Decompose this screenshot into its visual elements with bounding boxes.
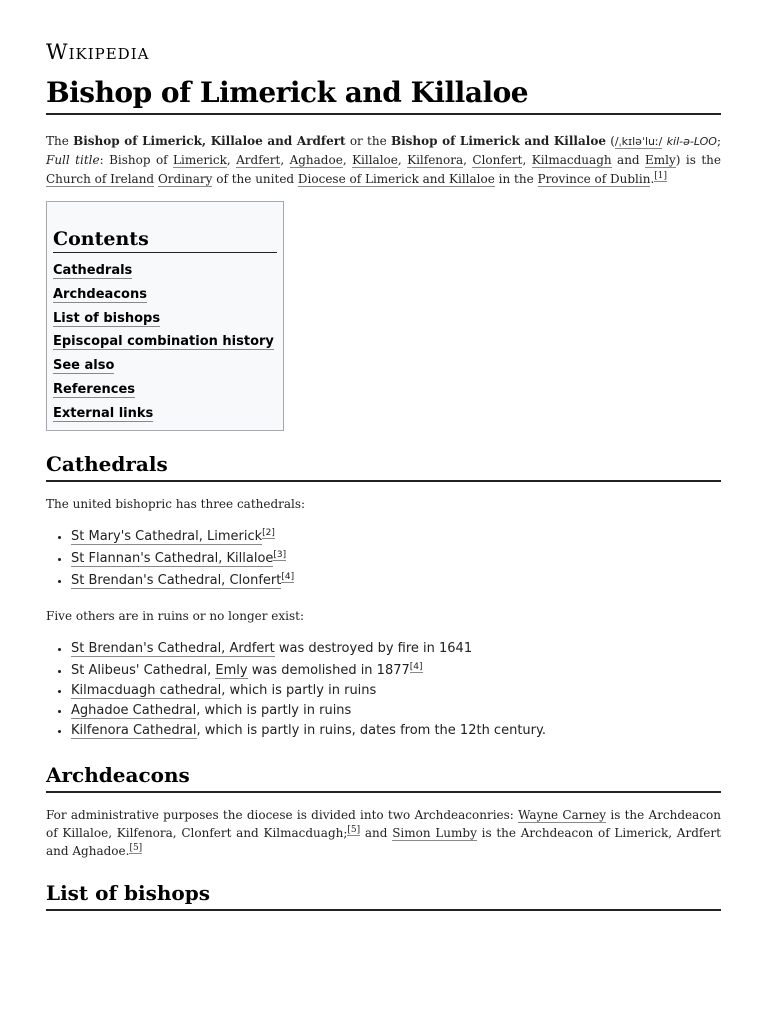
full-title-label: Full title — [46, 153, 100, 167]
lead-text: . — [650, 172, 655, 186]
clonfert-link[interactable]: Clonfert — [472, 153, 523, 167]
lead-text: , — [463, 153, 473, 167]
reference-link[interactable]: [2] — [262, 527, 275, 538]
list-text: was destroyed by fire in 1641 — [274, 641, 473, 656]
current-cathedrals-list — [56, 527, 731, 591]
ipa-pronunciation-link[interactable]: /ˌkɪləˈluː/ — [614, 135, 663, 148]
lead-text: in the — [494, 172, 538, 186]
province-of-dublin-link[interactable]: Province of Dublin — [537, 172, 651, 186]
lead-text: , — [226, 153, 237, 167]
cathedral-link[interactable]: Kilfenora Cathedral — [71, 723, 197, 738]
toc-item-label[interactable]: References — [53, 381, 136, 397]
table-of-contents — [46, 201, 284, 431]
toc-list — [53, 259, 277, 426]
cathedral-link[interactable]: St Flannan's Cathedral, Killaloe — [71, 551, 274, 566]
page-title: Bishop of Limerick and Killaloe — [46, 76, 721, 115]
toc-item-label[interactable]: List of bishops — [53, 310, 161, 326]
list-text: , which is partly in ruins — [221, 683, 377, 698]
lead-text: ) is the — [675, 153, 721, 167]
archdeacons-paragraph — [46, 806, 721, 860]
lead-text: of the united — [212, 172, 298, 186]
paragraph-text: is the Archdeacon of Killaloe, Kilfenora, Clonfert and Kilmacduagh; — [46, 808, 721, 840]
ordinary-link[interactable]: Ordinary — [157, 172, 213, 186]
list-item — [71, 549, 731, 569]
cathedral-link[interactable]: St Mary's Cathedral, Limerick — [71, 529, 263, 544]
toc-item-label[interactable]: See also — [53, 358, 115, 374]
toc-item-label[interactable]: Archdeacons — [53, 286, 147, 302]
list-text: , which is partly in ruins — [196, 703, 352, 718]
ardfert-link[interactable]: Ardfert — [236, 153, 281, 167]
aghadoe-link[interactable]: Aghadoe — [289, 153, 343, 167]
list-item — [71, 681, 731, 701]
toc-item-cathedrals[interactable] — [53, 259, 277, 283]
lead-text: , — [522, 153, 532, 167]
lead-bold-title: Bishop of Limerick, Killaloe and Ardfert — [73, 134, 346, 148]
ruins-intro: Five others are in ruins or no longer exist: — [46, 609, 305, 623]
section-heading-list-of-bishops: List of bishops — [46, 881, 721, 911]
toc-item-label[interactable]: External links — [53, 405, 154, 421]
diocese-link[interactable]: Diocese of Limerick and Killaloe — [297, 172, 495, 186]
ruined-cathedrals-list — [56, 639, 731, 741]
paragraph-text: For administrative purposes the diocese is divided into two Archdeaconries: — [46, 808, 519, 822]
wikipedia-wordmark[interactable]: Wikipedia — [46, 40, 150, 64]
toc-item-list-of-bishops[interactable] — [53, 307, 277, 331]
reference-link[interactable]: [3] — [273, 549, 287, 560]
section-heading-cathedrals: Cathedrals — [46, 452, 721, 482]
lead-text: or the — [345, 134, 391, 148]
toc-item-episcopal-combination-history[interactable] — [53, 330, 277, 354]
lead-bold-title: Bishop of Limerick and Killaloe — [390, 134, 606, 148]
toc-item-archdeacons[interactable] — [53, 283, 277, 307]
lead-paragraph — [46, 132, 721, 189]
list-item — [71, 661, 731, 681]
toc-item-label[interactable]: Cathedrals — [53, 263, 133, 278]
section-heading-archdeacons: Archdeacons — [46, 763, 721, 793]
cathedral-link[interactable]: Kilmacduagh cathedral — [71, 683, 222, 698]
cathedral-link[interactable]: Aghadoe Cathedral — [71, 703, 197, 718]
cathedral-link[interactable]: St Brendan's Cathedral, Ardfert — [71, 641, 275, 656]
paragraph-text: is the Archdeacon of Limerick, Ardfert and Aghadoe. — [46, 826, 721, 858]
lead-text: The — [46, 134, 74, 148]
cathedrals-intro: The united bishopric has three cathedrals: — [46, 497, 306, 511]
emly-link[interactable]: Emly — [215, 663, 248, 678]
toc-item-label[interactable]: Episcopal combination history — [53, 334, 274, 350]
list-item — [71, 639, 731, 659]
list-item — [71, 701, 731, 721]
reference-link[interactable]: [4] — [409, 661, 423, 672]
list-item — [71, 527, 731, 547]
reference-link[interactable]: [5] — [129, 843, 143, 853]
emly-link[interactable]: Emly — [645, 153, 676, 167]
list-text: St Alibeus' Cathedral, — [71, 663, 216, 678]
kilfenora-link[interactable]: Kilfenora — [407, 153, 464, 167]
list-text: , which is partly in ruins, dates from the 12th century. — [196, 723, 546, 738]
toc-title: Contents — [53, 228, 277, 253]
lead-text: ; — [716, 134, 721, 148]
kilmacduagh-link[interactable]: Kilmacduagh — [531, 153, 612, 167]
list-item — [71, 721, 731, 741]
lead-text: , — [342, 153, 353, 167]
list-text: was demolished in 1877 — [247, 663, 410, 678]
lead-text: and — [611, 153, 646, 167]
killaloe-link[interactable]: Killaloe — [352, 153, 398, 167]
lead-text: ( — [605, 134, 615, 148]
cathedral-link[interactable]: St Brendan's Cathedral, Clonfert — [71, 573, 282, 588]
respelling: kil-ə-LOO — [666, 135, 717, 148]
lead-text: , — [397, 153, 408, 167]
lead-text: , — [280, 153, 290, 167]
toc-item-references[interactable] — [53, 378, 277, 402]
list-item — [71, 571, 731, 591]
toc-item-see-also[interactable] — [53, 354, 277, 378]
paragraph-text: and — [360, 826, 393, 840]
reference-link[interactable]: [1] — [654, 171, 668, 181]
church-of-ireland-link[interactable]: Church of Ireland — [46, 172, 155, 186]
wayne-carney-link[interactable]: Wayne Carney — [518, 808, 607, 822]
lead-text: : Bishop of — [99, 153, 174, 167]
limerick-link[interactable]: Limerick — [173, 153, 227, 167]
toc-item-external-links[interactable] — [53, 402, 277, 426]
reference-link[interactable]: [4] — [281, 571, 295, 582]
reference-link[interactable]: [5] — [347, 825, 361, 835]
simon-lumby-link[interactable]: Simon Lumby — [392, 826, 477, 840]
